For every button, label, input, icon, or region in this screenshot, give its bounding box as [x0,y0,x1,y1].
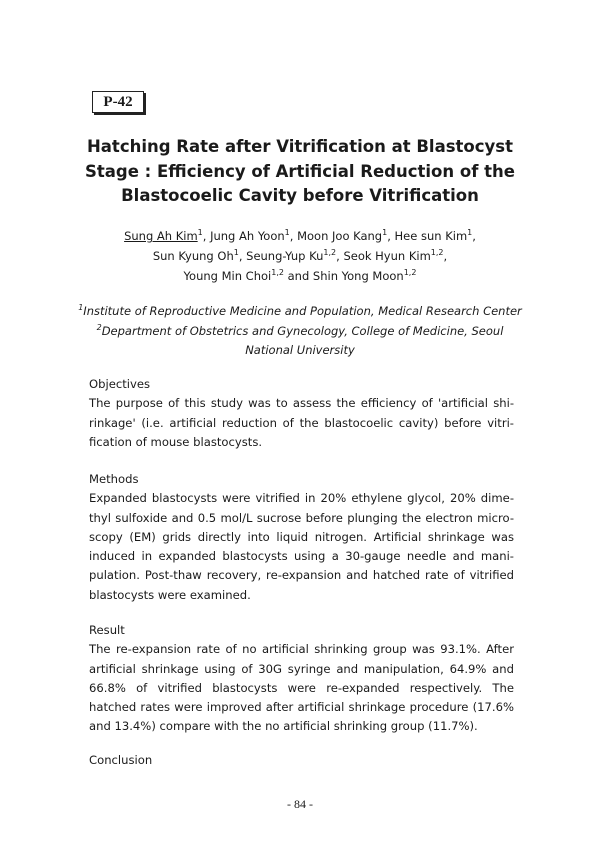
author-name: Seung-Yup Ku [246,249,324,263]
title-line-2: Stage : Efficiency of Artificial Reduction of the [85,161,515,181]
objectives-heading: Objectives [89,377,151,391]
conclusion-section [89,751,514,770]
author-list [60,226,540,286]
poster-label: P-42 [92,91,144,113]
result-body: The re-expansion rate of no artificial shrinking group was 93.1%. After artificial shrinkage using of 30G syringe and manipulation, 64.9% and 66.8% of vitrified blastocysts were re-expanded respectively. The hatched rates were improved after artificial shrinkage procedure (17.6% and 13.4%) compare with the no artificial shrinking group (11.7%). [89,642,514,734]
author-line-2: Sun Kyung Oh$^1$, Seung-Yup Ku$^{1,2}$, Seok Hyun Kim$^{1,2}$, [152,248,448,263]
author-affil-mark: 1 [284,228,290,238]
author-affil-mark: 1,2 [323,248,337,258]
author-name: Young Min Choi [183,269,272,283]
author-affil-mark: 1 [197,228,203,238]
author-affil-mark: 1,2 [403,268,417,278]
author-name: Hee sun Kim [394,229,468,243]
author-name: Sung Ah Kim [124,229,198,243]
methods-body: Expanded blastocysts were vitrified in 20% ethylene glycol, 20% dime-thyl sulfoxide and 0.5 mol/L sucrose before plunging the electron micro-scopy (EM) grids directly into liquid nitrogen. Artificial shrinkage was induced in expanded blastocysts using a 30-gauge needle and mani-pulation. Post-thaw recovery, re-expansion and hatched rate of vitrified blastocysts were examined. [89,491,514,602]
author-name: Sun Kyung Oh [152,249,234,263]
author-affil-mark: 1,2 [271,268,284,278]
objectives-section [89,375,514,452]
methods-heading: Methods [89,472,139,486]
methods-section [89,470,514,605]
author-line-1: Sung Ah Kim$^1$, Jung Ah Yoon$^1$, Moon Joo Kang$^1$, Hee sun Kim$^1$, [124,228,476,243]
author-affil-mark: 1 [467,228,473,238]
conclusion-heading: Conclusion [89,753,153,767]
title-line-1: Hatching Rate after Vitrification at Blastocyst [86,137,513,156]
result-heading: Result [89,623,125,637]
affiliation-1: $^1$Institute of Reproductive Medicine and Population, Medical Research Center [78,303,522,318]
affiliation-2: $^2$Department of Obstetrics and Gynecology, College of Medicine, Seoul [96,322,504,338]
author-name: Shin Yong Moon [312,269,404,283]
author-line-3: Young Min Choi$^{1,2}$ and Shin Yong Moon$^{1,2}$ [183,268,417,283]
affiliation-2-continued: National University [245,343,355,357]
author-affil-mark: 1 [382,228,388,238]
author-name: Jung Ah Yoon [210,229,285,243]
title-line-3: Blastocoelic Cavity before Vitrification [121,186,479,205]
result-section [89,621,514,737]
author-name: Seok Hyun Kim [343,249,431,263]
author-affil-mark: 1,2 [430,248,444,258]
author-affil-mark: 1 [233,248,239,258]
page-number: - 84 - [287,797,313,811]
paper-title [40,135,560,209]
affiliations [60,302,540,361]
author-name: Moon Joo Kang [297,229,383,243]
objectives-body: The purpose of this study was to assess the efficiency of 'artificial shi-rinkage' (i.e. artificial reduction of the blastocoelic cavity) before vitri-fication of mouse blastocysts. [89,396,514,449]
